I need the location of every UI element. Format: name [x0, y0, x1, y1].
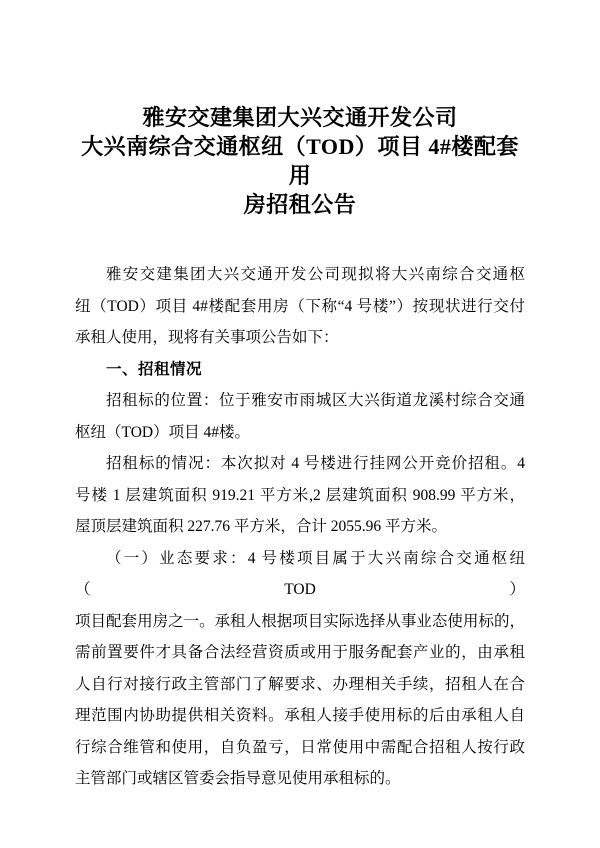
title-line-3: 房招租公告 — [243, 192, 357, 217]
paragraph-line: 承租人使用，现将有关事项公告如下： — [75, 329, 339, 346]
document-title — [75, 103, 525, 219]
intro-paragraph — [75, 259, 525, 354]
paragraph-line: 理范围内协助提供相关资料。承租人接手使用标的后由承租人自 — [75, 707, 525, 724]
situation-paragraph — [75, 448, 525, 543]
paragraph-line: 行综合维管和使用，自负盈亏，日常使用中需配合招租人按行政 — [75, 738, 525, 756]
location-paragraph — [75, 385, 525, 448]
paragraph-line: （一）业态要求：4 号楼项目属于大兴南综合交通枢纽（TOD） — [75, 549, 525, 598]
paragraph-line: 项目配套用房之一。承租人根据项目实际选择从事业态使用标的， — [75, 612, 525, 630]
paragraph-line: 招租标的位置：位于雅安市雨城区大兴街道龙溪村综合交通 — [106, 392, 525, 409]
paragraph-line: 人自行对接行政主管部门了解要求、办理相关手续，招租人在合 — [75, 675, 525, 693]
paragraph-line: 枢纽（TOD）项目 4#楼。 — [75, 423, 250, 441]
section-heading-rental-situation: 一、招租情况 — [106, 360, 203, 378]
document-body — [75, 259, 525, 795]
paragraph-line: 招租标的情况：本次拟对 4 号楼进行挂网公开竞价招租。4 — [106, 455, 525, 472]
business-requirements-paragraph — [75, 543, 525, 795]
paragraph-line: 雅安交建集团大兴交通开发公司现拟将大兴南综合交通枢 — [106, 266, 525, 283]
paragraph-line: 纽（TOD）项目 4#楼配套用房（下称“4 号楼”）按现状进行交付 — [75, 297, 525, 315]
paragraph-line: 号楼 1 层建筑面积 919.21 平方米,2 层建筑面积 908.99 平方米， — [75, 486, 525, 504]
paragraph-line: 屋顶层建筑面积 227.76 平方米，合计 2055.96 平方米。 — [75, 518, 448, 535]
paragraph-line: 主管部门或辖区管委会指导意见使用承租标的。 — [75, 770, 401, 787]
title-line-2: 大兴南综合交通枢纽（TOD）项目 4#楼配套用 — [81, 134, 519, 188]
paragraph-line: 需前置要件才具备合法经营资质或用于服务配套产业的，由承租 — [75, 644, 525, 661]
title-line-1: 雅安交建集团大兴交通开发公司 — [142, 105, 458, 130]
